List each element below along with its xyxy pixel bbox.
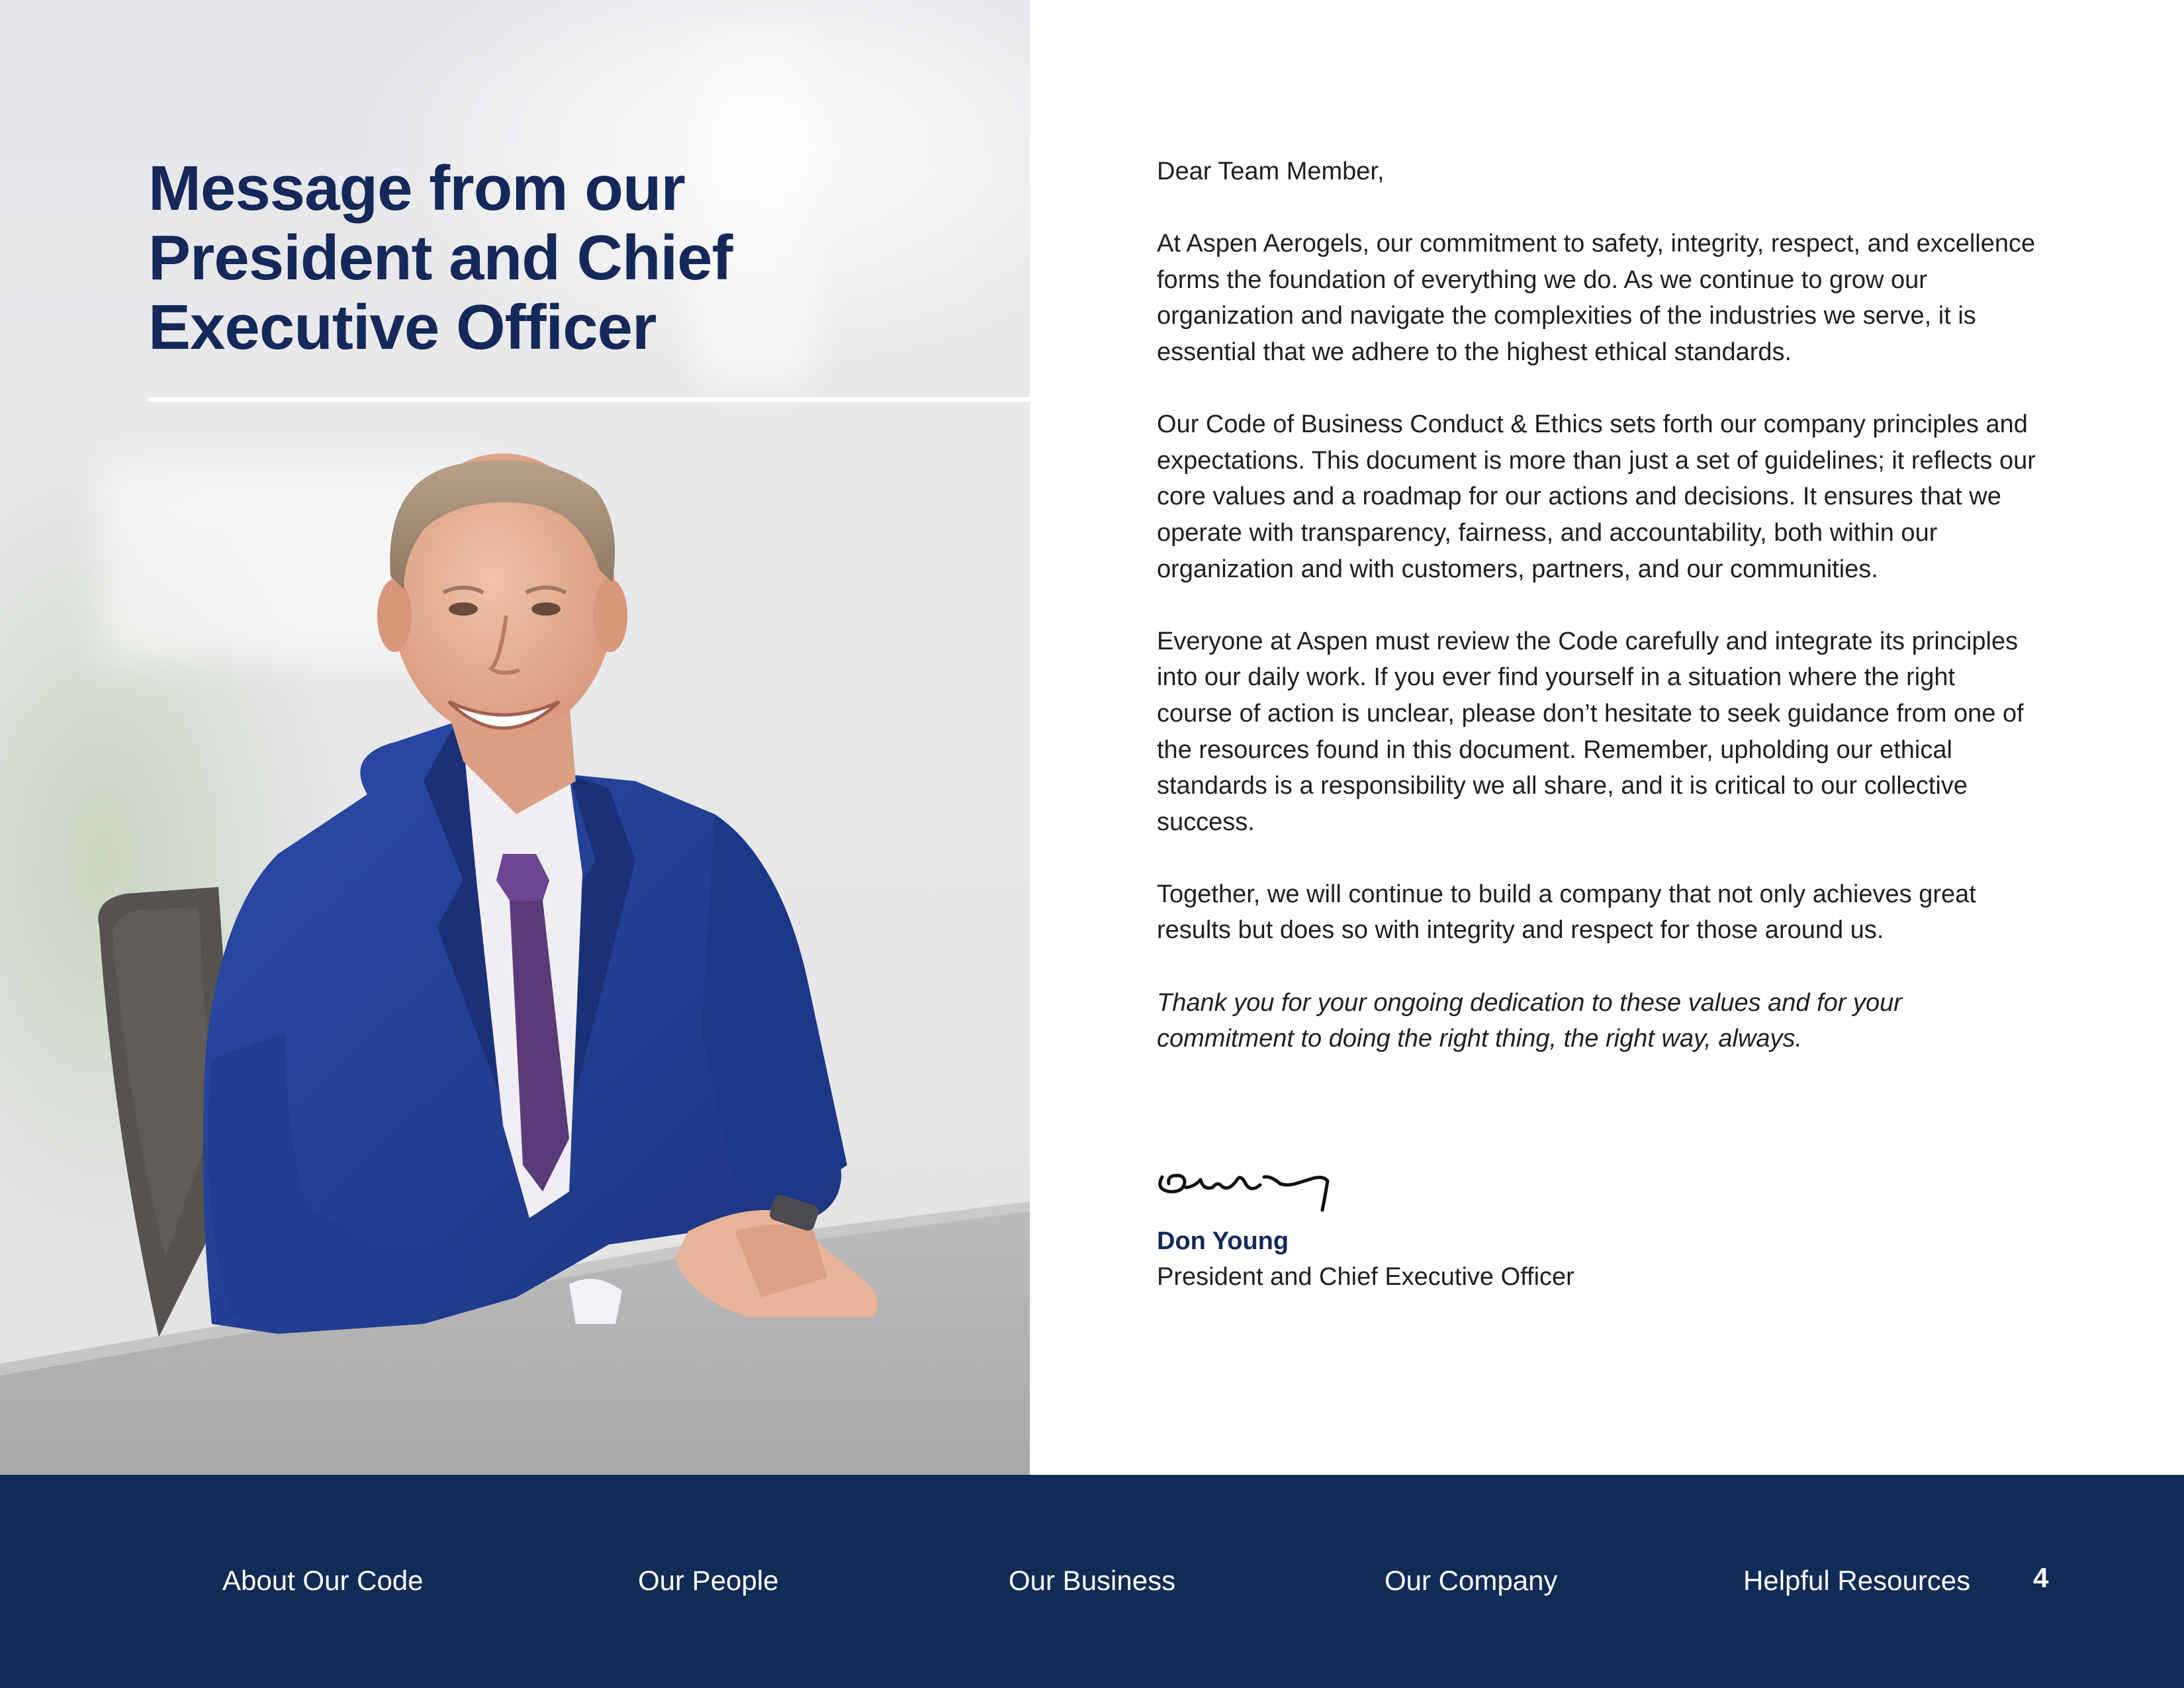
title-divider bbox=[148, 397, 1030, 402]
letter-paragraph: At Aspen Aerogels, our commitment to safety, integrity, respect, and excellence forms the foundation of everything we do. As we continue to grow our organization and navigate the complexities of the industries we serve, it is essential that we adhere to the highest ethical standards. bbox=[1157, 230, 2036, 366]
ceo-letter bbox=[1157, 154, 2037, 1093]
handwritten-signature bbox=[1154, 1157, 1340, 1217]
page-number: 4 bbox=[2033, 1562, 2049, 1593]
page-title-line-2: President and Chief bbox=[148, 222, 733, 293]
page-title bbox=[148, 154, 982, 362]
signer-title: President and Chief Executive Officer bbox=[1157, 1263, 1574, 1291]
nav-our-business[interactable]: Our Business bbox=[1009, 1565, 1176, 1596]
nav-helpful-resources[interactable]: Helpful Resources bbox=[1743, 1565, 1971, 1596]
nav-about-our-code[interactable]: About Our Code bbox=[222, 1565, 424, 1596]
letter-closing: Thank you for your ongoing dedication to these values and for your commitment to doing the right thing, the right way, always. bbox=[1157, 988, 1902, 1053]
letter-paragraph: Our Code of Business Conduct & Ethics sets forth our company principles and expectations. This document is more than just a set of guidelines; it reflects our core values and a roadmap for our actions and decisions. It ensures that we operate with transparency, fairness, and accountability, both within our organization and with customers, partners, and our communities. bbox=[1157, 410, 2036, 583]
page-title-line-3: Executive Officer bbox=[148, 292, 657, 363]
nav-our-company[interactable]: Our Company bbox=[1385, 1565, 1558, 1596]
letter-paragraph: Together, we will continue to build a company that not only achieves great results but does so with integrity and respect for those around us. bbox=[1157, 880, 1976, 945]
letter-paragraph: Everyone at Aspen must review the Code carefully and integrate its principles into our daily work. If you ever find yourself in a situation where the right course of action is unclear, please don’t hesitate to seek guidance from one of the resources found in this document. Remember, upholding our ethical standards is a responsibility we all share, and it is critical to our collective success. bbox=[1157, 627, 2024, 836]
page-title-line-1: Message from our bbox=[148, 153, 685, 224]
letter-salutation: Dear Team Member, bbox=[1157, 158, 1385, 185]
footer-navigation bbox=[0, 1475, 2184, 1688]
signer-name: Don Young bbox=[1157, 1227, 1289, 1255]
nav-our-people[interactable]: Our People bbox=[638, 1565, 779, 1596]
executive-portrait-panel bbox=[0, 0, 1030, 1475]
